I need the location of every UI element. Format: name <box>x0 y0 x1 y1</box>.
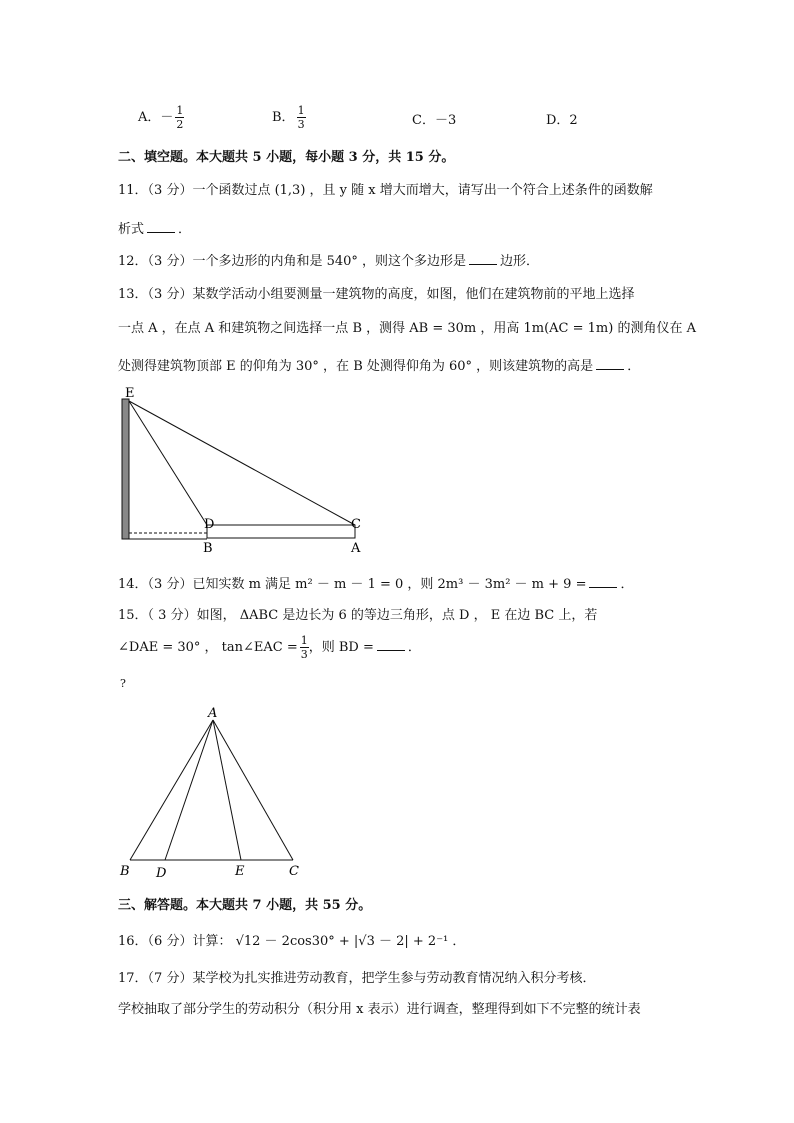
q13-line1: 13．（3 分）某数学活动小组要测量一建筑物的高度，如图，他们在建筑物前的平地上选择 <box>118 287 635 302</box>
label-e: E <box>125 386 135 401</box>
label-e: E <box>235 864 245 879</box>
option-d: D．2 <box>546 113 578 128</box>
q15-denominator: 3 <box>300 648 308 661</box>
q17-line2: 学校抽取了部分学生的劳动积分（积分用 x 表示）进行调查，整理得到如下不完整的统计表 <box>118 1002 641 1017</box>
q13-line3-end: ． <box>627 359 641 374</box>
stray-question-mark: ? <box>120 677 126 690</box>
q11-line2-end: ． <box>178 222 192 237</box>
option-b-denominator: 3 <box>297 118 305 131</box>
q14-end: ． <box>620 577 634 592</box>
q16: 16．（6 分）计算： √12 － 2cos30° + |√3 － 2| + 2⁻¹ ． <box>118 934 466 949</box>
q12-text: 12．（3 分）一个多边形的内角和是 540° ，则这个多边形是 <box>118 254 467 269</box>
option-b-numerator: 1 <box>297 104 305 117</box>
side-ab <box>130 720 213 860</box>
line-e-c <box>129 401 355 525</box>
building-wall <box>122 399 129 539</box>
q12 <box>118 250 539 269</box>
q14-answer-blank <box>589 575 617 588</box>
q11-line2-text: 析式 <box>118 222 145 237</box>
figure-building <box>115 385 375 555</box>
q15-line2-mid: ，则 BD = <box>308 640 374 655</box>
q13-answer-blank <box>596 357 624 370</box>
label-d: D <box>204 517 215 532</box>
option-c: C．－3 <box>412 113 457 128</box>
q11-line1: 11．（3 分）一个函数过点 (1,3) ，且 y 随 x 增大而增大，请写出一个符合上述条件的函数解 <box>118 183 653 198</box>
q13-line3 <box>118 355 640 374</box>
q13-line3-text: 处测得建筑物顶部 E 的仰角为 30° ，在 B 处测得仰角为 60° ，则该建筑物的高是 <box>118 359 594 374</box>
q12-end: 边形． <box>500 254 540 269</box>
instrument-bar <box>207 525 355 538</box>
option-a-sign: － <box>160 110 174 125</box>
section-3-title: 三、解答题。本大题共 7 小题，共 55 分。 <box>118 898 372 913</box>
q15-line2-text: ∠DAE = 30° ， tan∠EAC = <box>118 640 298 655</box>
segment-ae <box>213 720 241 860</box>
q15-line1: 15．（ 3 分）如图， ΔABC 是边长为 6 的等边三角形，点 D ， E 在边 BC 上，若 <box>118 608 598 623</box>
section-2-title: 二、填空题。本大题共 5 小题，每小题 3 分，共 15 分。 <box>118 150 455 165</box>
option-a-fraction <box>175 104 184 131</box>
q15-answer-blank <box>377 638 405 651</box>
q17-line1: 17．（7 分）某学校为扎实推进劳动教育，把学生参与劳动教育情况纳入积分考核． <box>118 971 596 986</box>
option-b <box>272 104 306 131</box>
q13-line2: 一点 A ，在点 A 和建筑物之间选择一点 B ，测得 AB = 30m ，用高 1m(AC = 1m) 的测角仪在 A <box>118 321 696 336</box>
label-d: D <box>156 866 167 880</box>
q15-line2-end: ． <box>407 640 421 655</box>
option-b-label: B． <box>272 110 295 125</box>
option-b-fraction <box>297 104 306 131</box>
option-a <box>138 104 184 131</box>
label-b: B <box>203 541 213 555</box>
figure-triangle <box>115 702 315 880</box>
line-e-d <box>129 401 207 525</box>
label-c: C <box>351 517 361 532</box>
label-c: C <box>289 864 299 879</box>
q15-fraction <box>300 634 309 661</box>
option-a-numerator: 1 <box>176 104 184 117</box>
q15-numerator: 1 <box>300 634 308 647</box>
option-a-label: A． <box>138 110 161 125</box>
label-a: A <box>208 706 218 721</box>
q14 <box>118 573 633 592</box>
q14-text: 14．（3 分）已知实数 m 满足 m² － m － 1 = 0 ，则 2m³ － 3m² － m + 9 = <box>118 577 587 592</box>
side-ac <box>213 720 293 860</box>
option-a-denominator: 2 <box>176 118 184 131</box>
q11-line2 <box>118 218 191 237</box>
q12-answer-blank <box>469 252 497 265</box>
label-a: A <box>351 541 361 555</box>
segment-ad <box>165 720 213 860</box>
q11-answer-blank <box>147 220 175 233</box>
q15-line2 <box>118 634 421 661</box>
label-b: B <box>120 864 130 879</box>
